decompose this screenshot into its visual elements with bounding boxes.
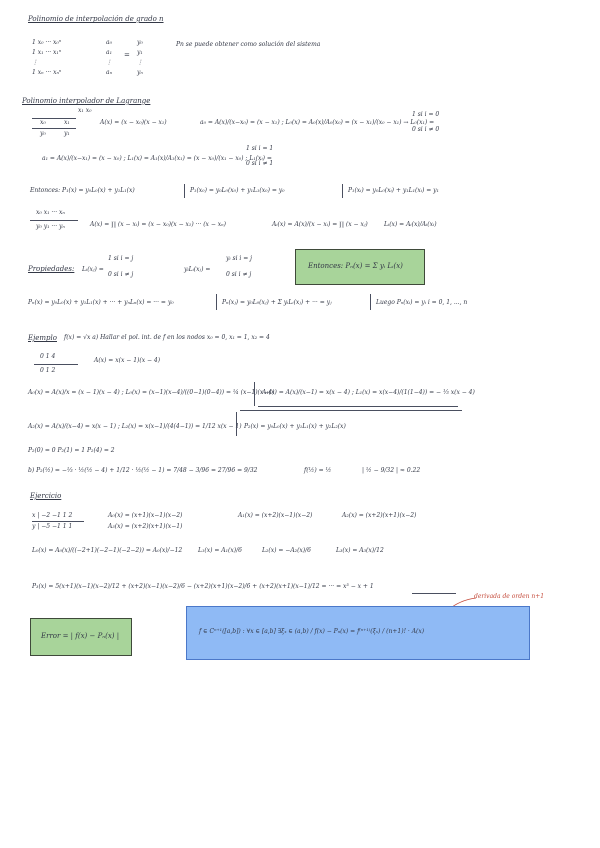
ejemplo-values: P₂(0) = 0 P₂(1) = 1 P₂(4) = 2 — [28, 447, 115, 454]
prop2-label: yᵢLᵢ(xⱼ) = — [184, 266, 211, 273]
ejercicio-A2: A₂(x) = (x+2)(x+1)(x−2) — [342, 512, 417, 519]
table-top-label: x₁ x₀ — [78, 107, 92, 114]
ejercicio-A3: A₃(x) = (x+2)(x+1)(x−1) — [108, 523, 183, 530]
coef: aₙ — [106, 69, 113, 76]
table-y1: y₁ — [64, 130, 70, 137]
rhs-vector — [137, 38, 143, 78]
case: 1 si i = 1 — [246, 145, 274, 152]
prop1-label: Lᵢ(xⱼ) = — [82, 266, 104, 273]
lagrange-formula: Entonces: Pₙ(x) = Σ yᵢ Lᵢ(x) — [308, 262, 403, 270]
A-product: A(x) = (x − x₀)(x − x₁) — [100, 119, 167, 126]
ejercicio-L2: L₂(x) = −A₂(x)/6 — [262, 547, 311, 554]
error-definition: Error = | f(x) − Pₙ(x) | — [41, 632, 120, 640]
ejemplo-f-half: f(½) = ½ — [304, 467, 332, 474]
case: 0 si i ≠ 1 — [246, 160, 274, 167]
lagrange-heading: Polinomio interpolador de Lagrange — [22, 97, 151, 105]
rhs: y₁ — [137, 49, 143, 56]
ejercicio-L0: L₀(x) = A₀(x)/((−2+1)(−2−1)(−2−2)) = A₀(x)/−12 — [32, 547, 183, 554]
ejemplo-table-x: 0 1 4 — [40, 353, 56, 360]
luego-statement: Luego Pₙ(xᵢ) = yᵢ i = 0, 1, ..., n — [376, 299, 468, 306]
error-theorem: f ∈ Cⁿ⁺¹([a,b]) : ∀x ∈ [a,b] ∃ξₓ ∈ (a,b) / f(x) − Pₙ(x) = f⁽ⁿ⁺¹⁾(ξₓ) / (n+1)! · A(x) — [199, 628, 425, 635]
case: 0 si i ≠ 0 — [412, 126, 440, 133]
rhs: yₙ — [137, 69, 143, 76]
gen-table-x: x₀ x₁ ··· xₙ — [36, 209, 65, 216]
table-x1: x₁ — [64, 119, 70, 126]
prop2-cases — [226, 254, 252, 279]
case: yᵢ si i = j — [226, 255, 253, 262]
coef: a₁ — [106, 49, 112, 56]
derivative-annotation: derivada de orden n+1 — [474, 593, 545, 600]
ejemplo-error: | ½ − 9/32 | ≈ 0.22 — [362, 467, 421, 474]
ejercicio-L1: L₁(x) = A₁(x)/6 — [198, 547, 242, 554]
matrix-row: 1 x₁ ··· x₁ⁿ — [32, 49, 62, 56]
ejemplo-L2: A₂(x) = A(x)/(x−4) = x(x − 1) ; L₂(x) = x(x−1)/(4(4−1)) = 1/12 x(x − 1) — [28, 423, 242, 430]
propiedades-label: Propiedades: — [28, 265, 75, 273]
L0-definition: a₀ = A(x)/(x−x₀) = (x − x₁) ; L₀(x) = A₀(x)/A₀(x₀) = (x − x₁)/(x₀ − x₁) → L₀(x₁) = — [200, 119, 435, 126]
coef: a₀ — [106, 39, 112, 46]
entonces-P1: Entonces: P₁(x) = y₀L₀(x) + y₁L₁(x) — [30, 187, 135, 194]
ejemplo-P2: P₂(x) = y₀L₀(x) + y₁L₁(x) + y₂L₂(x) — [244, 423, 346, 430]
gen-A-product: A(x) = ∏ (x − xᵢ) = (x − x₀)(x − x₁) ··· (x − xₙ) — [90, 221, 226, 228]
table-x0: x₀ — [40, 119, 46, 126]
rhs: y₀ — [137, 39, 143, 46]
ejercicio-A1: A₁(x) = (x+2)(x−1)(x−2) — [238, 512, 313, 519]
P1-check-xi: P₁(xᵢ) = y₀L₀(xᵢ) + y₁L₁(xᵢ) = y₁ — [348, 187, 439, 194]
ejemplo-L1: A₁(x) = A(x)/(x−1) = x(x − 4) ; L₁(x) = x(x−4)/(1(1−4)) = − ⅓ x(x − 4) — [262, 389, 475, 396]
ejemplo-table-y: 0 1 2 — [40, 367, 56, 374]
Pn-expansion: Pₙ(x) = y₀L₀(x) + y₁L₁(x) + ··· + yₙLₙ(x) = ··· = y₀ — [28, 299, 174, 306]
rhs: ⋮ — [137, 59, 143, 66]
table-y0: y₀ — [40, 130, 46, 137]
error-theorem-box — [186, 606, 530, 660]
lagrange-formula-box — [295, 249, 425, 285]
error-definition-box — [30, 618, 132, 656]
P1-check-x0: P₁(x₀) = y₀L₀(x₀) + y₁L₁(x₀) = y₀ — [190, 187, 285, 194]
L1-definition: a₁ = A(x)/(x−x₁) = (x − x₀) ; L₁(x) = A₁(x)/A₁(x₁) = (x − x₀)/(x₁ − x₀) ; L₁(xᵢ) = — [42, 155, 272, 162]
case: 1 si i = 0 — [412, 111, 440, 118]
ejemplo-statement: f(x) = √x a) Hallar el pol. int. de f en los nodos x₀ = 0, x₁ = 1, x₂ = 4 — [64, 334, 270, 341]
L0-cases — [412, 110, 439, 134]
matrix-row: 1 xₙ ··· xₙⁿ — [32, 69, 62, 76]
case: 0 si i ≠ j — [108, 271, 134, 278]
ejercicio-heading: Ejercicio — [30, 492, 62, 500]
ejercicio-table-y: y | −5 −1 1 1 — [32, 523, 73, 530]
ejercicio-L3: L₃(x) = A₃(x)/12 — [336, 547, 384, 554]
ejemplo-L0: A₀(x) = A(x)/x = (x − 1)(x − 4) ; L₀(x) = (x−1)(x−4)/((0−1)(0−4)) = ¼ (x−1)(x−4) — [28, 389, 275, 396]
ejemplo-heading: Ejemplo — [28, 334, 57, 342]
ejercicio-P3: P₃(x) = 5(x+1)(x−1)(x−2)/12 + (x+2)(x−1)(x−2)/6 − (x+2)(x+1)(x−2)/6 + (x+2)(x+1)(x−1)/12 = ··· = x³ − x + 1 — [32, 583, 374, 590]
equals-sign: = — [124, 51, 130, 59]
case: 0 si i ≠ j — [226, 271, 252, 278]
matrix-row: ⋮ — [32, 59, 38, 66]
ejemplo-part-b: b) P₂(½) = −⅓ · ½(½ − 4) + 1/12 · ½(½ − 1) = 7/48 − 3/96 = 27/96 = 9/32 — [28, 467, 258, 474]
case: 1 si i = j — [108, 255, 134, 262]
ejercicio-table-x: x | −2 −1 1 2 — [32, 512, 73, 519]
ejercicio-A0: A₀(x) = (x+1)(x−1)(x−2) — [108, 512, 183, 519]
page-title: Polinomio de interpolación de grado n — [28, 15, 164, 23]
coefficient-vector — [106, 38, 112, 78]
system-note: Pn se puede obtener como solución del sistema — [176, 41, 321, 48]
Pn-at-xj: Pₙ(xⱼ) = y₀L₀(xⱼ) + Σ yᵢLᵢ(xⱼ) + ··· = yⱼ — [222, 299, 332, 306]
prop1-cases — [108, 254, 133, 279]
gen-Ai: Aᵢ(x) = A(x)/(x − xᵢ) = ∏ (x − xⱼ) — [272, 221, 368, 228]
gen-table-y: y₀ y₁ ··· yₙ — [36, 223, 65, 230]
matrix-row: 1 x₀ ··· x₀ⁿ — [32, 39, 62, 46]
L1-cases — [246, 144, 273, 168]
gen-Li: Lᵢ(x) = Aᵢ(x)/Aᵢ(xᵢ) — [384, 221, 437, 228]
ejemplo-A: A(x) = x(x − 1)(x − 4) — [94, 357, 161, 364]
vandermonde-matrix — [32, 38, 61, 78]
coef: ⋮ — [106, 59, 112, 66]
